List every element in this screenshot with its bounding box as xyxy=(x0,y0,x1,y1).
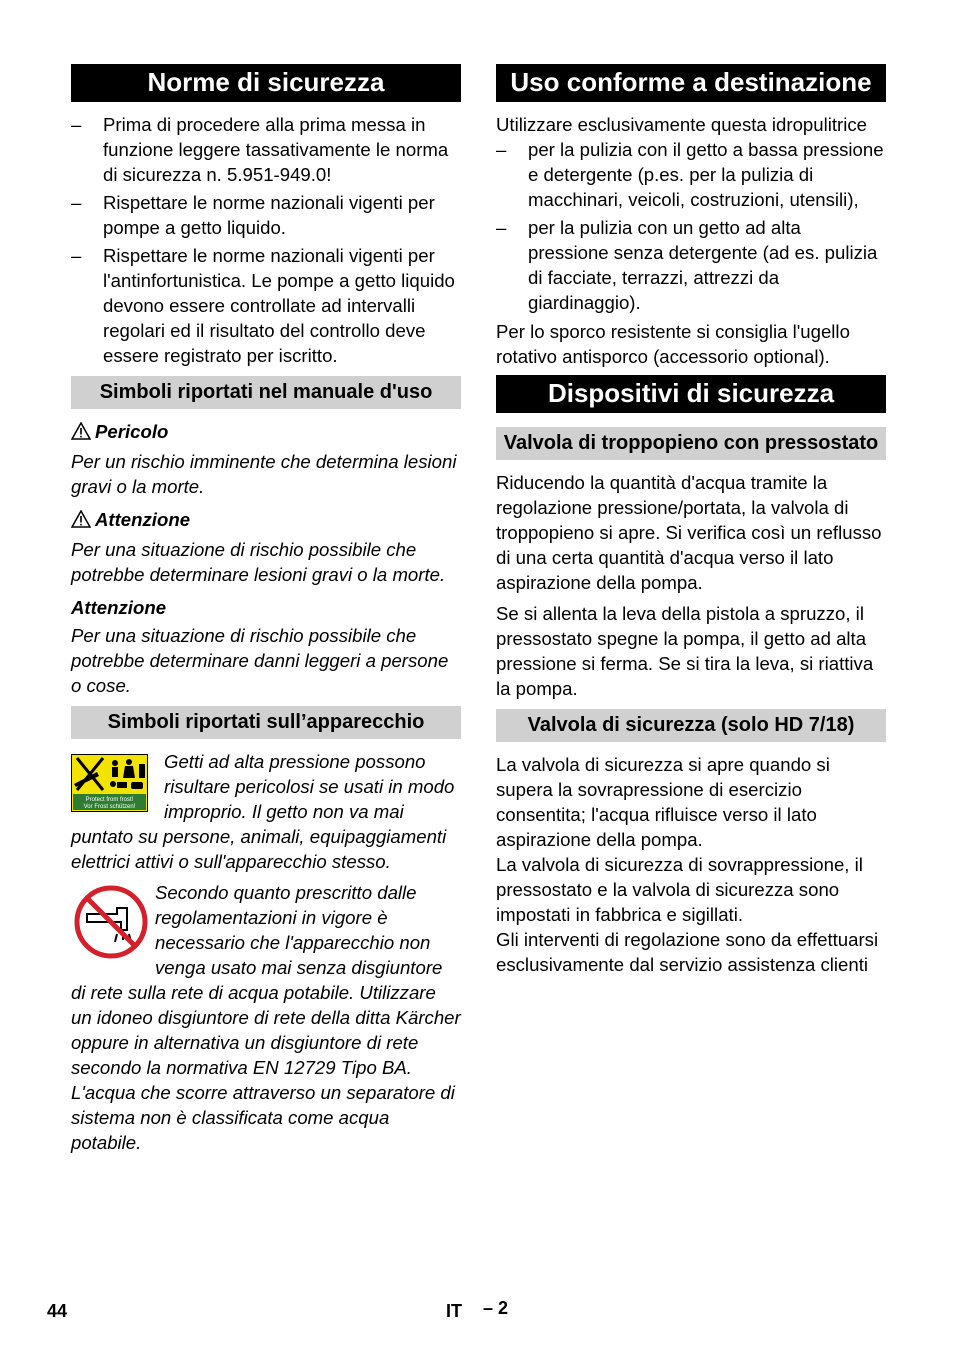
page-number: 44 xyxy=(47,1301,68,1321)
section-heading-safety: Norme di sicurezza xyxy=(71,64,461,102)
symbol-block-jet xyxy=(71,749,461,874)
sub-page-number: – 2 xyxy=(483,1298,509,1318)
attenzione-text: Per una situazione di rischio possibile che potrebbe determinare lesioni gravi o la morte. xyxy=(71,539,446,585)
subheading-overflow-valve: Valvola di troppopieno con pressostato xyxy=(496,427,886,460)
safety-valve-text-1: La valvola di sicurezza si apre quando si supera la sovrapressione di esercizio consentita; l'acqua rifluisce verso il lato aspirazione della pompa. xyxy=(496,754,830,850)
warning-triangle-icon xyxy=(71,421,95,446)
intended-use-outro: Per lo sporco resistente si consiglia l'ugello rotativo antisporco (accessorio optional). xyxy=(496,321,850,367)
safety-list xyxy=(71,112,461,368)
frost-label-line2: Vor Frost schützen! xyxy=(83,804,136,810)
left-column xyxy=(71,64,461,1155)
overflow-valve-text-1: Riducendo la quantità d'acqua tramite la regolazione pressione/portata, la valvola di troppopieno si apre. Si verifica così un reflusso di una certa quantità d'acqua verso il lato aspirazione della pompa. xyxy=(496,472,882,593)
list-item: – per la pulizia con il getto a bassa pressione e detergente (p.es. per la pulizia di macchinari, veicoli, costruzioni, utensili), xyxy=(496,139,884,210)
high-pressure-warning-label-icon xyxy=(71,754,148,812)
section-heading-intended-use: Uso conforme a destinazione xyxy=(496,64,886,102)
section-heading-safety-devices: Dispositivi di sicurezza xyxy=(496,375,886,413)
symbol-block-water xyxy=(71,880,461,1155)
attenzione-damage-text: Per una situazione di rischio possibile che potrebbe determinare danni leggeri a persone o cose. xyxy=(71,625,449,696)
dash-icon: – xyxy=(71,192,82,213)
symbol-water-text: Secondo quanto prescritto dalle regolamentazioni in vigore è necessario che l'apparecchio non venga usato mai senza disgiuntore di rete sulla rete di acqua potabile. Utilizzare un idoneo disgiuntore di rete della ditta Kärcher oppure in alternativa un disgiuntore di rete secondo la normativa EN 12729 Tipo BA. xyxy=(71,882,461,1078)
list-item: – per la pulizia con un getto ad alta pressione senza detergente (ad es. pulizia di facciate, terrazzi, attrezzi da giardinaggio). xyxy=(496,217,878,313)
overflow-valve-text-2: Se si allenta la leva della pistola a spruzzo, il pressostato spegne la pompa, il getto ad alta pressione si ferma. Se si tira la leva, si riattiva la pompa. xyxy=(496,603,874,699)
list-item: – Prima di procedere alla prima messa in funzione leggere tassativamente le norma di sicurezza n. 5.951-949.0! xyxy=(71,114,449,185)
list-item: – Rispettare le norme nazionali vigenti per l'antinfortunistica. Le pompe a getto liquido devono essere controllate ad intervalli regolari ed il risultato del controllo deve essere registrato per iscritto. xyxy=(71,245,455,366)
safety-valve-text-2: La valvola di sicurezza di sovrappressione, il pressostato e la valvola di sicurezza sono impostati in fabbrica e sigillati. xyxy=(496,854,863,925)
no-drinking-water-connection-icon xyxy=(73,884,149,960)
subheading-manual-symbols: Simboli riportati nel manuale d'uso xyxy=(71,376,461,409)
list-item: – Rispettare le norme nazionali vigenti per pompe a getto liquido. xyxy=(71,192,435,238)
pericolo-text: Per un rischio imminente che determina lesioni gravi o la morte. xyxy=(71,451,457,497)
intended-use-intro: Utilizzare esclusivamente questa idropulitrice xyxy=(496,114,868,135)
symbol-jet-text: Getti ad alta pressione possono risultare pericolosi se usati in modo improprio. Il getto non va mai puntato su persone, animali, equipaggiamenti elettrici attivi o sull'apparecchio stesso. xyxy=(71,751,455,872)
attenzione-heading: Attenzione xyxy=(71,597,167,618)
dash-icon: – xyxy=(71,114,82,135)
right-column xyxy=(496,64,886,977)
subheading-safety-valve: Valvola di sicurezza (solo HD 7/18) xyxy=(496,709,886,742)
subheading-device-symbols: Simboli riportati sull’apparecchio xyxy=(71,706,461,739)
dash-icon: – xyxy=(496,139,507,160)
safety-valve-text-3: Gli interventi di regolazione sono da effettuarsi esclusivamente dal servizio assistenza clienti xyxy=(496,929,879,975)
warning-pericolo-heading: Pericolo xyxy=(71,419,461,446)
intended-use-list xyxy=(496,137,886,315)
warning-attenzione-heading: Attenzione xyxy=(71,507,461,534)
warning-triangle-icon xyxy=(71,509,95,534)
dash-icon: – xyxy=(71,245,82,266)
symbol-water-note: L'acqua che scorre attraverso un separatore di sistema non è classificata come acqua potabile. xyxy=(71,1082,455,1153)
dash-icon: – xyxy=(496,217,507,238)
language-code: IT xyxy=(446,1301,462,1321)
frost-label-line1: Protect from frost! xyxy=(85,797,134,803)
